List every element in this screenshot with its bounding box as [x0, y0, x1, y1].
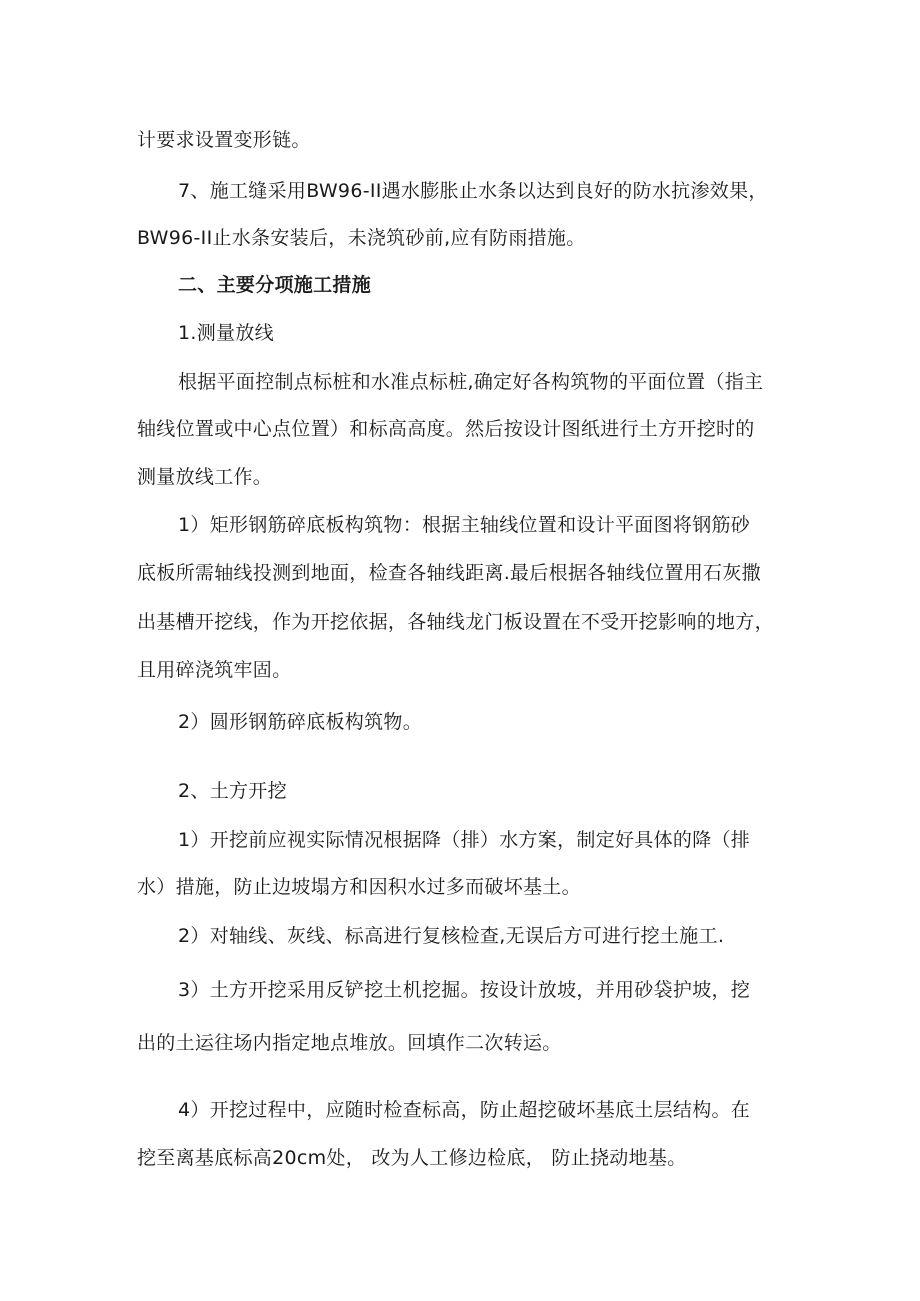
text-line: 2）对轴线、灰线、标高进行复核检查,无误后方可进行挖土施工.	[178, 925, 725, 947]
text-line: 根据平面控制点标桩和水准点标桩,确定好各构筑物的平面位置（指主	[178, 371, 764, 393]
text-line: 轴线位置或中心点位置）和标高高度。然后按设计图纸进行土方开挖时的	[137, 418, 755, 440]
text-line: 且用碎浇筑牢固。	[137, 659, 292, 681]
section-heading: 二、主要分项施工措施	[178, 274, 372, 296]
text-line: 测量放线工作。	[137, 466, 273, 488]
text-line: 计要求设置变形链。	[137, 129, 311, 151]
text-line: 底板所需轴线投测到地面，检查各轴线距离.最后根据各轴线位置用石灰撒	[137, 562, 761, 584]
text-line: 3）土方开挖采用反铲挖土机挖掘。按设计放坡，并用砂袋护坡，挖	[178, 979, 751, 1001]
text-line: 挖至离基底标高20cm处， 改为人工修边检底， 防止挠动地基。	[137, 1147, 687, 1169]
text-line: 出基槽开挖线，作为开挖依据，各轴线龙门板设置在不受开挖影响的地方，	[137, 611, 774, 633]
subsection-heading: 1.测量放线	[178, 322, 274, 344]
text-line: 水）措施，防止边坡塌方和因积水过多而破坏基土。	[137, 876, 581, 898]
text-line: 2）圆形钢筋碎底板构筑物。	[178, 711, 422, 733]
subsection-heading: 2、土方开挖	[178, 780, 287, 802]
text-line: 1）开挖前应视实际情况根据降（排）水方案，制定好具体的降（排	[178, 829, 751, 851]
text-line: 出的土运往场内指定地点堆放。回填作二次转运。	[137, 1032, 562, 1054]
text-line: 7、施工缝采用BW96-II遇水膨胀止水条以达到良好的防水抗渗效果，	[178, 180, 768, 202]
text-line: 4）开挖过程中，应随时检查标高，防止超挖破坏基底土层结构。在	[178, 1099, 751, 1121]
text-line: 1）矩形钢筋碎底板构筑物：根据主轴线位置和设计平面图将钢筋砂	[178, 514, 751, 536]
text-line: BW96-II止水条安装后，未浇筑砂前,应有防雨措施。	[137, 227, 586, 249]
